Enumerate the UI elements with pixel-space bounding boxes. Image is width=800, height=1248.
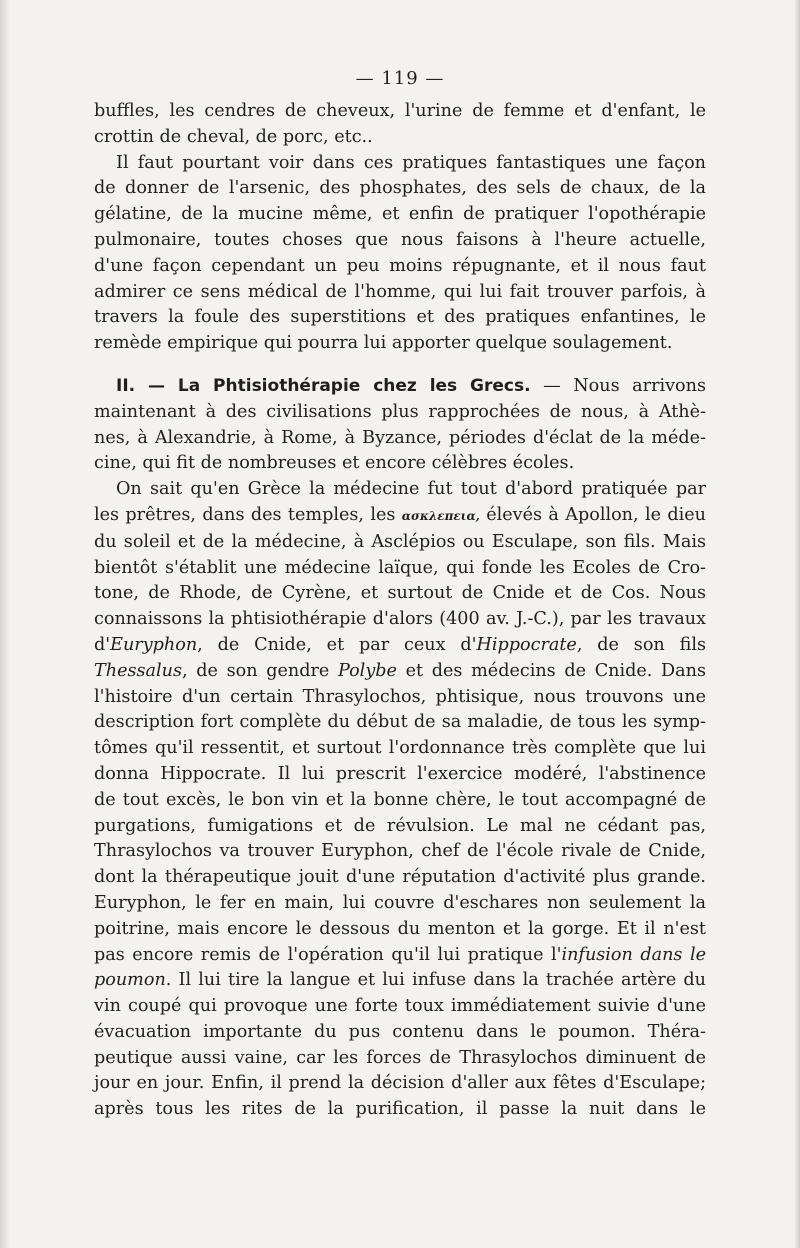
name-euryphon: Euryphon <box>110 634 198 655</box>
section-2 <box>94 374 706 477</box>
text-line: donna Hippocrate. Il lui prescrit l'exercice modéré, l'abstinence <box>94 763 706 784</box>
text-line: Thrasylochos va trouver Euryphon, chef de l'école rivale de Cnide, <box>94 841 706 862</box>
text-line: purgations, fumigations et de révulsion. Le mal ne cédant pas, <box>94 815 706 836</box>
text-fragment: élevés à Apollon, le dieu <box>479 504 706 525</box>
text-fragment: — Nous arrivons <box>530 375 707 396</box>
text-line: de donner de l'arsenic, des phosphates, des sels de chaux, de la <box>94 178 706 199</box>
text-line: évacuation importante du pus contenu dans le poumon. Théra- <box>94 1021 706 1042</box>
text-line <box>94 659 706 685</box>
text-line <box>94 503 706 530</box>
italic-phrase: infusion dans le <box>561 944 706 965</box>
section-heading: II. — La Phtisiothérapie chez les Grecs. <box>116 375 531 396</box>
text-line: poitrine, mais encore le dessous du menton et la gorge. Et il n'est <box>94 918 706 939</box>
text-line: tômes qu'il ressentit, et surtout l'ordonnance très complète que lui <box>94 738 706 759</box>
text-line: bientôt s'établit une médecine laïque, qui fonde les Ecoles de Cro- <box>94 557 706 578</box>
text-line: On sait qu'en Grèce la médecine fut tout d'abord pratiquée par <box>116 479 706 500</box>
text-line: d'une façon cependant un peu moins répugnante, et il nous faut <box>94 255 706 276</box>
text-line <box>94 968 706 994</box>
text-line: cine, qui fit de nombreuses et encore célèbres écoles. <box>94 453 575 474</box>
page-left-edge-shadow <box>0 0 10 1248</box>
body-text <box>94 99 706 1123</box>
text-line: nes, à Alexandrie, à Rome, à Byzance, périodes d'éclat de la méde- <box>94 427 706 448</box>
text-fragment: d' <box>94 634 111 655</box>
page-right-edge-shadow <box>794 0 800 1248</box>
italic-phrase: poumon <box>94 970 166 991</box>
name-thessalus: Thessalus <box>94 660 183 681</box>
text-line: crottin de cheval, de porc, etc.. <box>94 126 373 147</box>
text-line <box>94 374 706 400</box>
text-line: Il faut pourtant voir dans ces pratiques fantastiques une façon <box>116 152 706 173</box>
text-fragment: pas encore remis de l'opération qu'il lui pratique l' <box>94 944 562 965</box>
text-line <box>94 633 706 659</box>
text-line: jour en jour. Enfin, il prend la décision d'aller aux fêtes d'Esculape; <box>94 1073 706 1094</box>
text-line: admirer ce sens médical de l'homme, qui lui fait trouver parfois, à <box>94 281 706 302</box>
text-fragment: . Il lui tire la langue et lui infuse dans la trachée artère du <box>165 970 706 991</box>
text-fragment: , de Cnide, et par ceux d' <box>197 634 477 655</box>
text-line: tone, de Rhode, de Cyrène, et surtout de Cnide et de Cos. Nous <box>94 583 706 604</box>
text-line: Euryphon, le fer en main, lui couvre d'eschares non seulement la <box>94 892 706 913</box>
text-line: vin coupé qui provoque une forte toux immédiatement suivie d'une <box>94 996 706 1017</box>
text-line <box>94 943 706 969</box>
text-line: dont la thérapeutique jouit d'une réputation d'activité plus grande. <box>94 867 706 888</box>
name-hippocrate: Hippocrate <box>476 634 577 655</box>
text-line: connaissons la phtisiothérapie d'alors (400 av. J.-C.), par les travaux <box>94 609 706 630</box>
text-line: peutique aussi vaine, car les forces de Thrasylochos diminuent de <box>94 1047 706 1068</box>
name-polybe: Polybe <box>337 660 397 681</box>
text-line: l'histoire d'un certain Thrasylochos, phtisique, nous trouvons une <box>94 686 706 707</box>
text-line: travers la foule des superstitions et des pratiques enfantines, le <box>94 307 706 328</box>
text-line: de tout excès, le bon vin et la bonne chère, le tout accompagné de <box>94 789 706 810</box>
paragraph-2 <box>94 151 706 357</box>
text-line: du soleil et de la médecine, à Asclépios ou Esculape, son fils. Mais <box>94 531 706 552</box>
text-line: description fort complète du début de sa maladie, de tous les symp- <box>94 712 706 733</box>
text-line: gélatine, de la mucine même, et enfin de pratiquer l'opothérapie <box>94 204 706 225</box>
text-line: après tous les rites de la purification, il passe la nuit dans le <box>94 1099 706 1120</box>
greek-word: ασκλεπεια, <box>401 508 480 523</box>
text-line: maintenant à des civilisations plus rapprochées de nous, à Athè- <box>94 401 706 422</box>
text-fragment: les prêtres, dans des temples, les <box>94 504 402 525</box>
text-line: remède empirique qui pourra lui apporter quelque soulagement. <box>94 333 673 354</box>
section-spacer <box>94 357 706 374</box>
text-line: buffles, les cendres de cheveux, l'urine de femme et d'enfant, le <box>94 101 706 121</box>
page-number: — 119 — <box>355 68 445 89</box>
text-fragment: , de son fils <box>576 634 706 655</box>
text-fragment: et des médecins de Cnide. Dans <box>396 660 706 681</box>
paragraph-1 <box>94 99 706 151</box>
paragraph-4 <box>94 477 706 1123</box>
text-fragment: , de son gendre <box>182 660 338 681</box>
text-line: pulmonaire, toutes choses que nous faisons à l'heure actuelle, <box>94 229 706 250</box>
